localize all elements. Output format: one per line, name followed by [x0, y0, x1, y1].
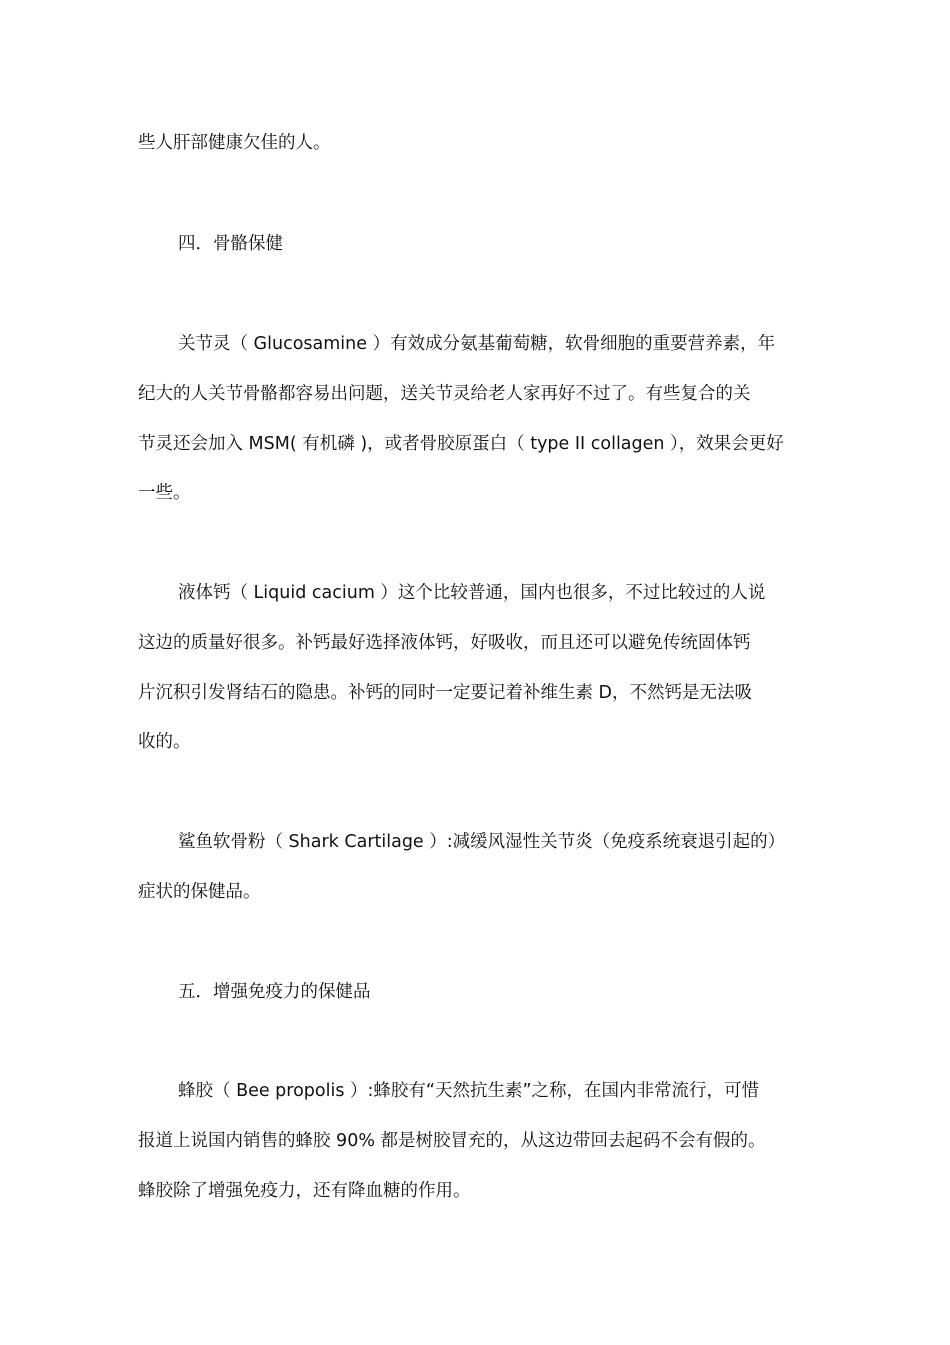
section-heading-immunity: 五．增强免疫力的保健品: [178, 982, 371, 1002]
paragraph-line: 报道上说国内销售的蜂胶 90% 都是树胶冒充的，从这边带回去起码不会有假的。: [138, 1131, 766, 1151]
section-heading-bone-health: 四．骨骼保健: [178, 234, 283, 254]
paragraph-line: 些人肝部健康欠佳的人。: [138, 133, 331, 153]
paragraph-line: 片沉积引发肾结石的隐患。补钙的同时一定要记着补维生素 D，不然钙是无法吸: [138, 683, 753, 703]
paragraph-line: 一些。: [138, 483, 191, 503]
paragraph-line: 关节灵（ Glucosamine ）有效成分氨基葡萄糖，软骨细胞的重要营养素，年: [178, 334, 776, 354]
paragraph-line: 这边的质量好很多。补钙最好选择液体钙，好吸收，而且还可以避免传统固体钙: [138, 633, 751, 653]
paragraph-line: 节灵还会加入 MSM( 有机磷 )，或者骨胶原蛋白（ type II collagen ），效果会更好: [138, 434, 784, 454]
paragraph-line: 液体钙（ Liquid cacium ）这个比较普通，国内也很多，不过比较过的人说: [178, 583, 766, 603]
paragraph-line: 鲨鱼软骨粉（ Shark Cartilage ）:减缓风湿性关节炎（免疫系统衰退引起的）: [178, 832, 786, 852]
paragraph-line: 蜂胶除了增强免疫力，还有降血糖的作用。: [138, 1181, 471, 1201]
paragraph-line: 症状的保健品。: [138, 882, 261, 902]
paragraph-line: 纪大的人关节骨骼都容易出问题，送关节灵给老人家再好不过了。有些复合的关: [138, 384, 751, 404]
paragraph-line: 蜂胶（ Bee propolis ）:蜂胶有“天然抗生素”之称，在国内非常流行，可惜: [178, 1081, 760, 1101]
paragraph-line: 收的。: [138, 732, 191, 752]
